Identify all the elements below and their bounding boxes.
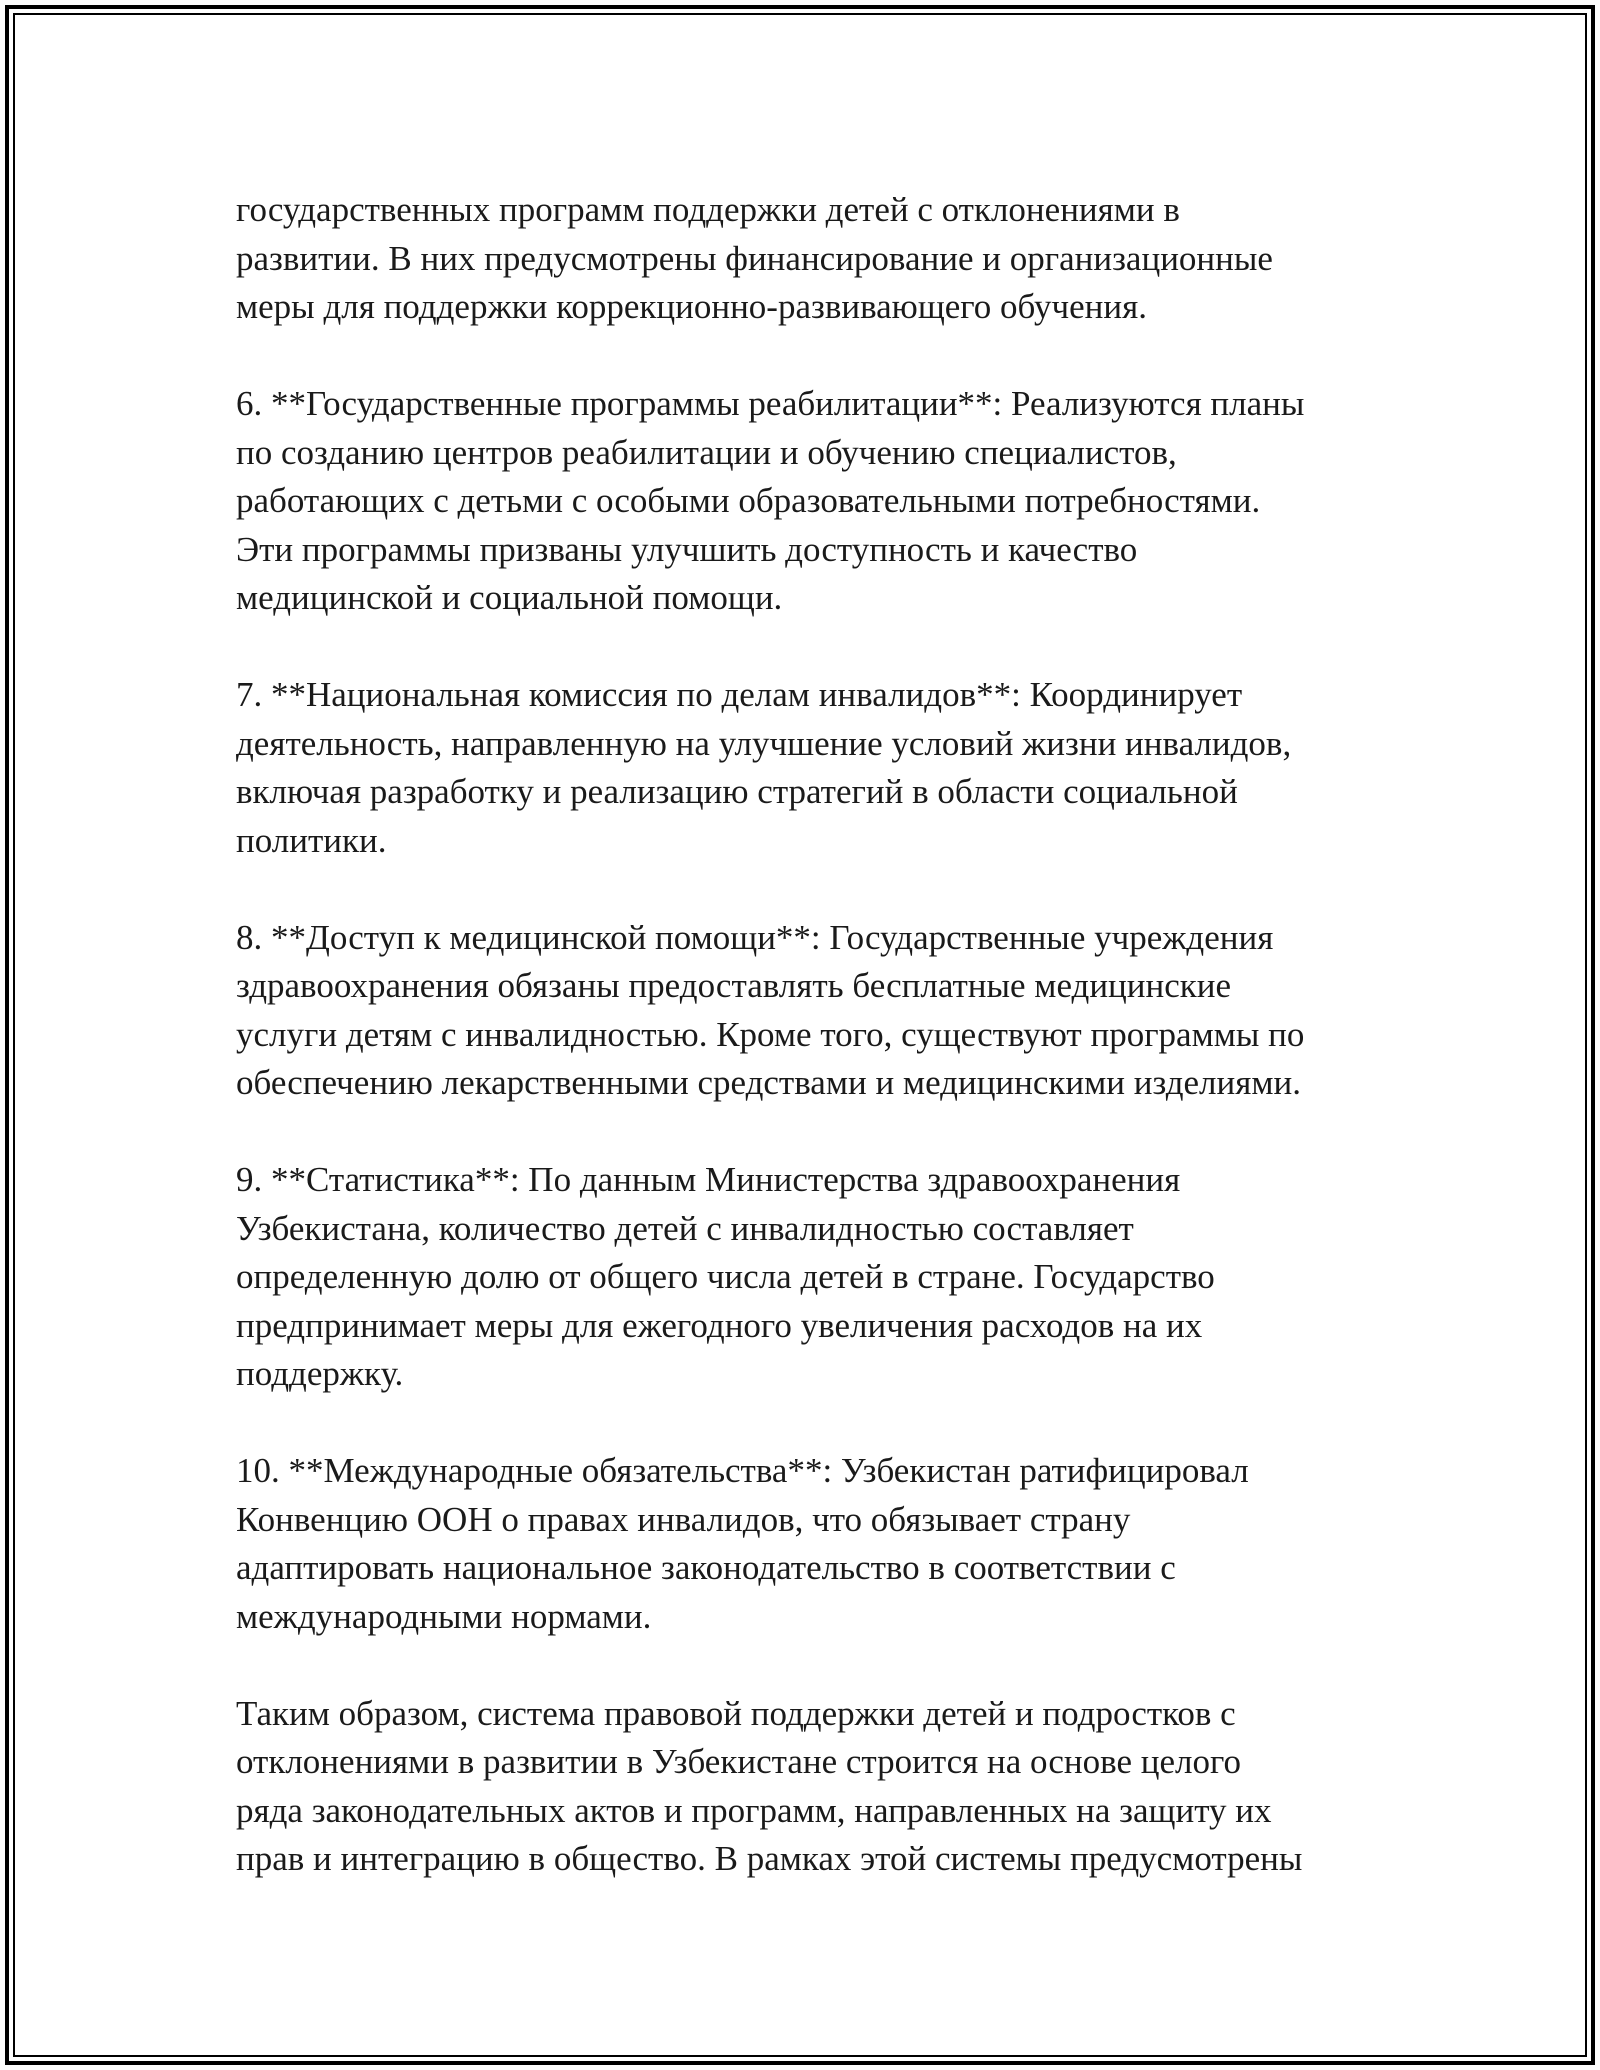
paragraph-item-7: 7. **Национальная комиссия по делам инвалидов**: Координирует деятельность, направленную на улучшение условий жизни инвалидов, включая разработку и реализацию стратегий в области социальной политики. xyxy=(236,675,1292,860)
document-body xyxy=(236,186,1386,1884)
paragraph-item-10: 10. **Международные обязательства**: Узбекистан ратифицировал Конвенцию ООН о правах инвалидов, что обязывает страну адаптировать национальное законодательство в соответствии с международными нормами. xyxy=(236,1451,1249,1636)
paragraph-item-8: 8. **Доступ к медицинской помощи**: Государственные учреждения здравоохранения обязаны предоставлять бесплатные медицинские услуги детям с инвалидностью. Кроме того, существуют программы по обеспечению лекарственными средствами и медицинскими изделиями. xyxy=(236,917,1305,1102)
paragraph-continuation: государственных программ поддержки детей с отклонениями в развитии. В них предусмотрены финансирование и организационные меры для поддержки коррекционно-развивающего обучения. xyxy=(236,190,1273,326)
paragraph-conclusion: Таким образом, система правовой поддержки детей и подростков с отклонениями в развитии в Узбекистане строится на основе целого ряда законодательных актов и программ, направленных на защиту их прав и интеграцию в общество. В рамках этой системы предусмотрены xyxy=(236,1693,1303,1878)
paragraph-item-6: 6. **Государственные программы реабилитации**: Реализуются планы по созданию центров реабилитации и обучению специалистов, работающих с детьми с особыми образовательными потребностями. Эти программы призваны улучшить доступность и качество медицинской и социальной помощи. xyxy=(236,384,1305,617)
paragraph-item-9: 9. **Статистика**: По данным Министерства здравоохранения Узбекистана, количество детей с инвалидностью составляет определенную долю от общего числа детей в стране. Государство предпринимает меры для ежегодного увеличения расходов на их поддержку. xyxy=(236,1160,1215,1393)
